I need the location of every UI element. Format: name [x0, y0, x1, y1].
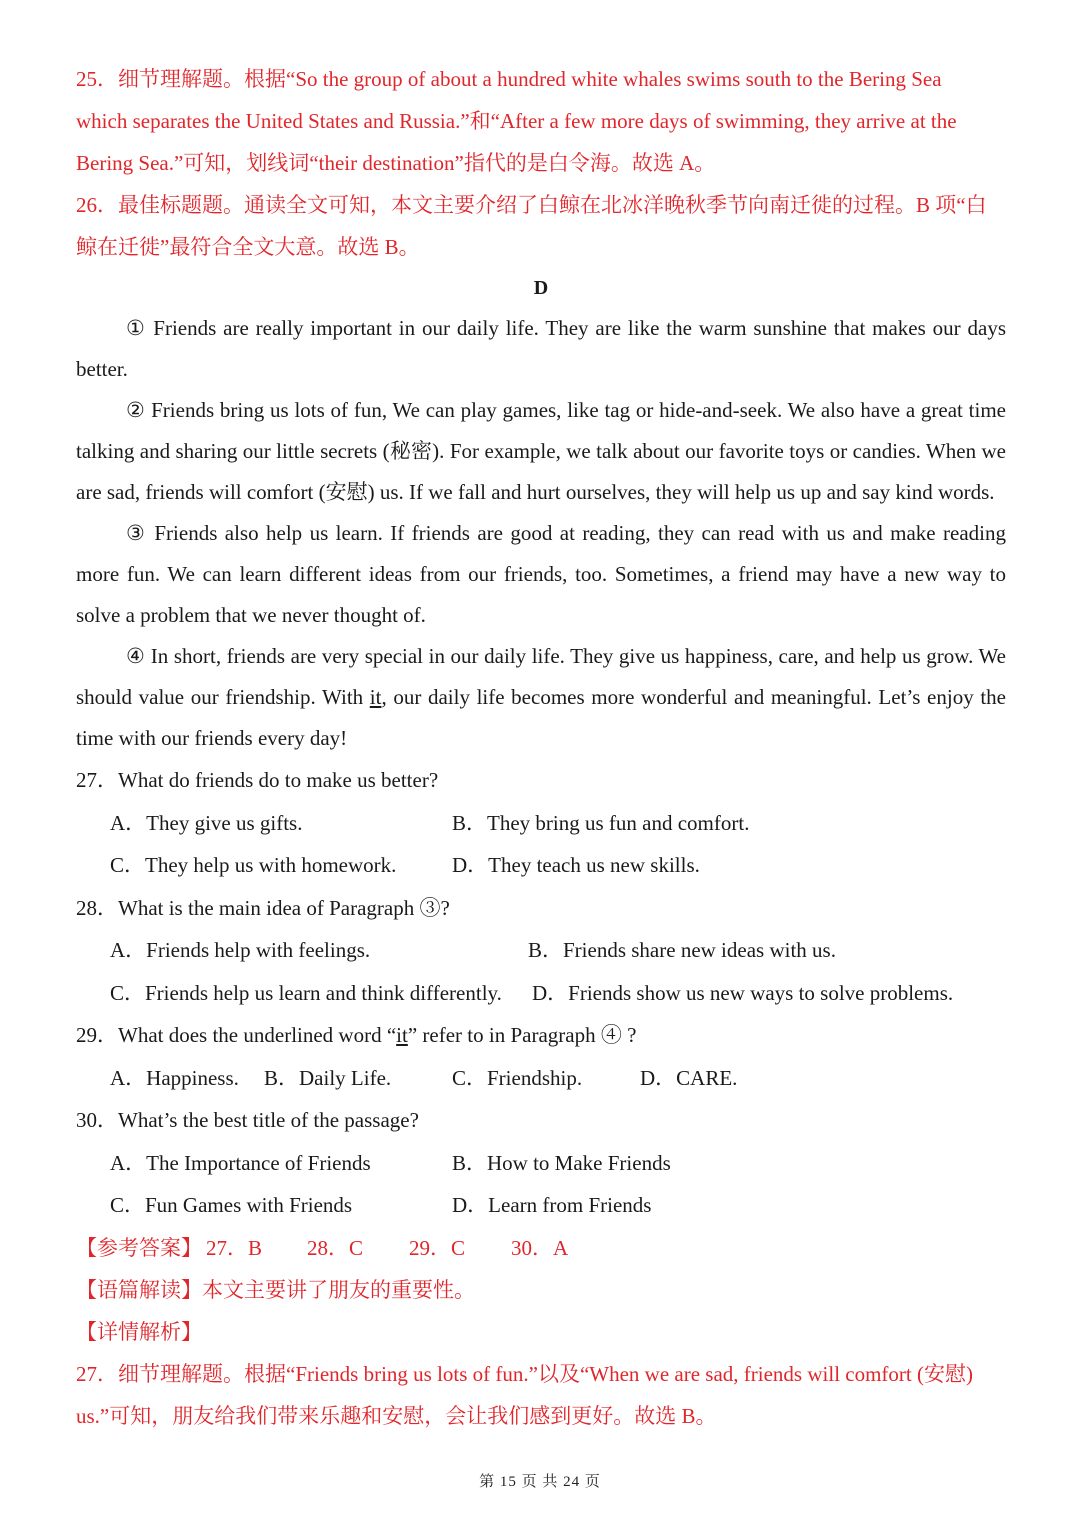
- q26-explanation-line2: 鲸在迁徙”最符合全文大意。故选 B。: [76, 235, 420, 259]
- q29-option-c: C．Friendship.: [452, 1065, 583, 1090]
- section-title: D: [533, 277, 549, 299]
- question-30-options-row2: [76, 1184, 1006, 1227]
- detail-label: 【详情解析】: [76, 1320, 202, 1344]
- q25-explanation-line3: Bering Sea.”可知，划线词“their destination”指代的是白令海。故选 A。: [76, 151, 716, 175]
- reading-text: 本文主要讲了朋友的重要性。: [202, 1278, 475, 1302]
- p4-text-before: ④ In short, friends are very special in our daily life. They give us happiness, care, and help us grow. We should value our friendship. With: [76, 644, 1006, 709]
- q25-explanation-line1: 25．细节理解题。根据“So the group of about a hundred white whales swims south to the Bering Sea: [76, 67, 942, 91]
- q28-option-d: D．Friends show us new ways to solve problems.: [532, 980, 954, 1005]
- q27-option-c: C．They help us with homework.: [110, 853, 397, 877]
- reading-label: 【语篇解读】: [76, 1278, 202, 1302]
- answer-28: 28．C: [307, 1235, 364, 1260]
- q29-underlined-it: it: [396, 1023, 408, 1047]
- passage-paragraph-4: [76, 636, 1006, 759]
- q28-option-c: C．Friends help us learn and think differently.: [110, 980, 502, 1005]
- q30-option-a: A．The Importance of Friends: [110, 1150, 371, 1175]
- document-page: [76, 58, 1006, 1437]
- q28-option-b: B．Friends share new ideas with us.: [528, 938, 836, 962]
- question-28-options-row2: [76, 972, 1006, 1015]
- question-27-stem: 27．What do friends do to make us better?: [76, 768, 439, 792]
- reading-summary: [76, 1269, 1006, 1311]
- page-footer: 第 15 页 共 24 页: [479, 1474, 601, 1490]
- question-30-options-row1: [76, 1142, 1006, 1185]
- question-29-stem: [76, 1014, 1006, 1057]
- question-29-options-row: [76, 1057, 1006, 1100]
- q29-option-a: A．Happiness.: [110, 1065, 239, 1090]
- answer-27: 27．B: [206, 1235, 263, 1260]
- question-27-options-row1: [76, 802, 1006, 845]
- q29-stem-before: 29．What does the underlined word “: [76, 1023, 397, 1047]
- q29-option-b: B．Daily Life.: [264, 1065, 392, 1090]
- answer-key-label: 【参考答案】: [76, 1235, 202, 1260]
- answer-29: 29．C: [409, 1235, 466, 1260]
- passage-paragraph-1: ① Friends are really important in our daily life. They are like the warm sunshine that makes our days better.: [76, 316, 1006, 381]
- question-30-stem: 30．What’s the best title of the passage?: [76, 1108, 419, 1132]
- q27-explanation-line1: 27．细节理解题。根据“Friends bring us lots of fun.”以及“When we are sad, friends will comfort (安慰): [76, 1362, 973, 1386]
- q29-stem-after: ” refer to in Paragraph ④ ?: [407, 1023, 637, 1047]
- q30-option-d: D．Learn from Friends: [452, 1193, 652, 1217]
- underlined-word-it: it: [369, 685, 382, 709]
- q30-option-c: C．Fun Games with Friends: [110, 1193, 353, 1217]
- question-27-options-row2: [76, 844, 1006, 887]
- q28-option-a: A．Friends help with feelings.: [110, 938, 371, 962]
- passage-paragraph-2: ② Friends bring us lots of fun, We can play games, like tag or hide-and-seek. We also have a great time talking and sharing our little secrets (秘密). For example, we talk about our favorite toys or candies. When we are sad, friends will comfort (安慰) us. If we fall and hurt ourselves, they will help us up and say kind words.: [76, 398, 1006, 504]
- q27-option-b: B．They bring us fun and comfort.: [452, 810, 750, 835]
- passage-paragraph-3: ③ Friends also help us learn. If friends are good at reading, they can read with us and make reading more fun. We can learn different ideas from our friends, too. Sometimes, a friend may have a new way to solve a problem that we never thought of.: [76, 521, 1006, 627]
- question-28-stem: 28．What is the main idea of Paragraph ③?: [76, 895, 450, 920]
- question-28-options-row1: [76, 929, 1006, 972]
- answer-30: 30．A: [511, 1235, 569, 1260]
- p4-text-after: , our daily life becomes more wonderful and meaningful. Let’s enjoy the time with our friends every day!: [76, 685, 1006, 750]
- q27-option-a: A．They give us gifts.: [110, 810, 303, 835]
- q26-explanation-line1: 26．最佳标题题。通读全文可知，本文主要介绍了白鲸在北冰洋晚秋季节向南迁徙的过程。B 项“白: [76, 193, 987, 217]
- q27-option-d: D．They teach us new skills.: [452, 853, 700, 877]
- q25-explanation-line2: which separates the United States and Russia.”和“After a few more days of swimming, they arrive at the: [76, 109, 957, 133]
- q29-option-d: D．CARE.: [640, 1065, 738, 1090]
- q30-option-b: B．How to Make Friends: [452, 1150, 671, 1175]
- answer-key-row: [76, 1227, 1006, 1270]
- q27-explanation-line2: us.”可知，朋友给我们带来乐趣和安慰，会让我们感到更好。故选 B。: [76, 1404, 717, 1428]
